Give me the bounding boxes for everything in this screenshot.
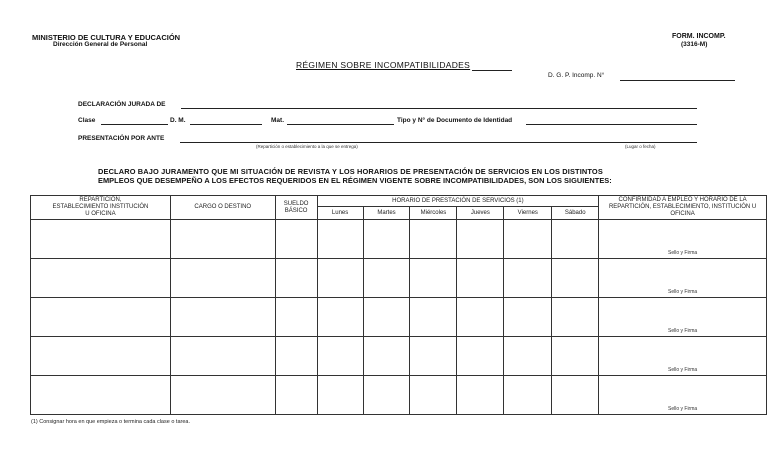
day-cell[interactable] bbox=[363, 337, 410, 376]
header-day-miercoles: Miércoles bbox=[410, 207, 457, 220]
day-cell[interactable] bbox=[552, 298, 599, 337]
day-cell[interactable] bbox=[363, 376, 410, 415]
declaracion-label: DECLARACIÓN JURADA DE bbox=[78, 101, 166, 108]
form-code: FORM. INCOMP. bbox=[672, 33, 726, 40]
reparticion-note: (Repartición o establecimiento a la que se entrega) bbox=[256, 144, 358, 149]
header-day-martes: Martes bbox=[363, 207, 410, 220]
tipo-doc-field[interactable] bbox=[526, 124, 697, 125]
cargo-cell[interactable] bbox=[170, 220, 275, 259]
day-cell[interactable] bbox=[457, 259, 504, 298]
day-cell[interactable] bbox=[363, 259, 410, 298]
day-cell[interactable] bbox=[552, 376, 599, 415]
day-cell[interactable] bbox=[504, 376, 552, 415]
sello-firma-label: Sello y Firma bbox=[668, 406, 698, 412]
conformidad-cell[interactable] bbox=[599, 298, 767, 337]
day-cell[interactable] bbox=[457, 220, 504, 259]
day-cell[interactable] bbox=[410, 376, 457, 415]
conformidad-cell[interactable] bbox=[599, 259, 767, 298]
day-cell[interactable] bbox=[410, 259, 457, 298]
dm-label: D. M. bbox=[170, 117, 186, 124]
day-cell[interactable] bbox=[410, 220, 457, 259]
header-day-sabado: Sábado bbox=[552, 207, 599, 220]
header-cargo: CARGO O DESTINO bbox=[170, 196, 275, 220]
day-cell[interactable] bbox=[504, 337, 552, 376]
day-cell[interactable] bbox=[552, 220, 599, 259]
ministry-title: MINISTERIO DE CULTURA Y EDUCACIÓN bbox=[32, 33, 181, 42]
sello-firma-label: Sello y Firma bbox=[668, 250, 698, 256]
table-row bbox=[31, 298, 767, 337]
table-row bbox=[31, 220, 767, 259]
header-day-jueves: Jueves bbox=[457, 207, 504, 220]
page-title: RÉGIMEN SOBRE INCOMPATIBILIDADES bbox=[296, 60, 471, 70]
cargo-cell[interactable] bbox=[170, 298, 275, 337]
dm-field[interactable] bbox=[190, 124, 262, 125]
header-day-lunes: Lunes bbox=[317, 207, 363, 220]
table-row bbox=[31, 337, 767, 376]
day-cell[interactable] bbox=[457, 337, 504, 376]
sueldo-cell[interactable] bbox=[275, 337, 317, 376]
form-number: (3316-M) bbox=[681, 41, 708, 48]
day-cell[interactable] bbox=[457, 376, 504, 415]
day-cell[interactable] bbox=[317, 220, 363, 259]
schedule-table bbox=[30, 195, 767, 415]
day-cell[interactable] bbox=[457, 298, 504, 337]
title-underline bbox=[472, 70, 512, 71]
sello-firma-label: Sello y Firma bbox=[668, 367, 698, 373]
sueldo-cell[interactable] bbox=[275, 298, 317, 337]
sello-firma-label: Sello y Firma bbox=[668, 289, 698, 295]
sueldo-cell[interactable] bbox=[275, 376, 317, 415]
day-cell[interactable] bbox=[504, 220, 552, 259]
sello-firma-label: Sello y Firma bbox=[668, 328, 698, 334]
header-conformidad: CONFIRMIDAD A EMPLEO Y HORARIO DE LA REPARTICIÓN, ESTABLECIMIENTO, INSTITUCIÓN U OFICINA bbox=[599, 196, 767, 220]
conformidad-cell[interactable] bbox=[599, 337, 767, 376]
day-cell[interactable] bbox=[410, 337, 457, 376]
directorate-subtitle: Dirección General de Personal bbox=[53, 41, 148, 48]
clase-field[interactable] bbox=[101, 124, 168, 125]
reparticion-cell[interactable] bbox=[31, 298, 171, 337]
header-day-viernes: Viernes bbox=[504, 207, 552, 220]
presentacion-field[interactable] bbox=[180, 142, 697, 143]
clase-label: Clase bbox=[78, 117, 96, 124]
sueldo-cell[interactable] bbox=[275, 259, 317, 298]
conformidad-cell[interactable] bbox=[599, 220, 767, 259]
conformidad-cell[interactable] bbox=[599, 376, 767, 415]
mat-label: Mat. bbox=[271, 117, 284, 124]
day-cell[interactable] bbox=[504, 259, 552, 298]
sueldo-cell[interactable] bbox=[275, 220, 317, 259]
header-horario: HORARIO DE PRESTACIÓN DE SERVICIOS (1) bbox=[317, 196, 599, 207]
day-cell[interactable] bbox=[410, 298, 457, 337]
reparticion-cell[interactable] bbox=[31, 376, 171, 415]
reparticion-cell[interactable] bbox=[31, 259, 171, 298]
dgp-field[interactable] bbox=[620, 80, 735, 81]
presentacion-label: PRESENTACIÓN POR ANTE bbox=[78, 135, 165, 142]
day-cell[interactable] bbox=[552, 259, 599, 298]
cargo-cell[interactable] bbox=[170, 376, 275, 415]
declaracion-field[interactable] bbox=[181, 108, 697, 109]
header-reparticion: REPARTICIÓN, ESTABLECIMIENTO INSTITUCIÓN U OFICINA bbox=[31, 196, 171, 220]
day-cell[interactable] bbox=[317, 259, 363, 298]
reparticion-cell[interactable] bbox=[31, 220, 171, 259]
table-row bbox=[31, 376, 767, 415]
dgp-label: D. G. P. Incomp. N° bbox=[548, 72, 605, 79]
table-row bbox=[31, 259, 767, 298]
declaration-line-1: DECLARO BAJO JURAMENTO QUE MI SITUACIÓN DE REVISTA Y LOS HORARIOS DE PRESENTACIÓN DE SERVICIOS EN LOS DISTINTOS bbox=[98, 167, 603, 176]
footnote: (1) Consignar hora en que empieza o termina cada clase o tarea. bbox=[31, 419, 190, 425]
day-cell[interactable] bbox=[317, 298, 363, 337]
mat-field[interactable] bbox=[287, 124, 394, 125]
declaration-line-2: EMPLEOS QUE DESEMPEÑO A LOS EFECTOS REQUERIDOS EN EL RÉGIMEN VIGENTE SOBRE INCOMPATIBILIDADES, SON LOS SIGUIENTES: bbox=[98, 176, 612, 185]
header-sueldo: SUELDO BÁSICO bbox=[275, 196, 317, 220]
reparticion-cell[interactable] bbox=[31, 337, 171, 376]
day-cell[interactable] bbox=[363, 298, 410, 337]
lugar-fecha-note: (Lugar o fecha) bbox=[625, 144, 656, 149]
cargo-cell[interactable] bbox=[170, 337, 275, 376]
day-cell[interactable] bbox=[317, 376, 363, 415]
day-cell[interactable] bbox=[363, 220, 410, 259]
tipo-doc-label: Tipo y N° de Documento de Identidad bbox=[397, 117, 513, 124]
day-cell[interactable] bbox=[552, 337, 599, 376]
day-cell[interactable] bbox=[317, 337, 363, 376]
cargo-cell[interactable] bbox=[170, 259, 275, 298]
day-cell[interactable] bbox=[504, 298, 552, 337]
